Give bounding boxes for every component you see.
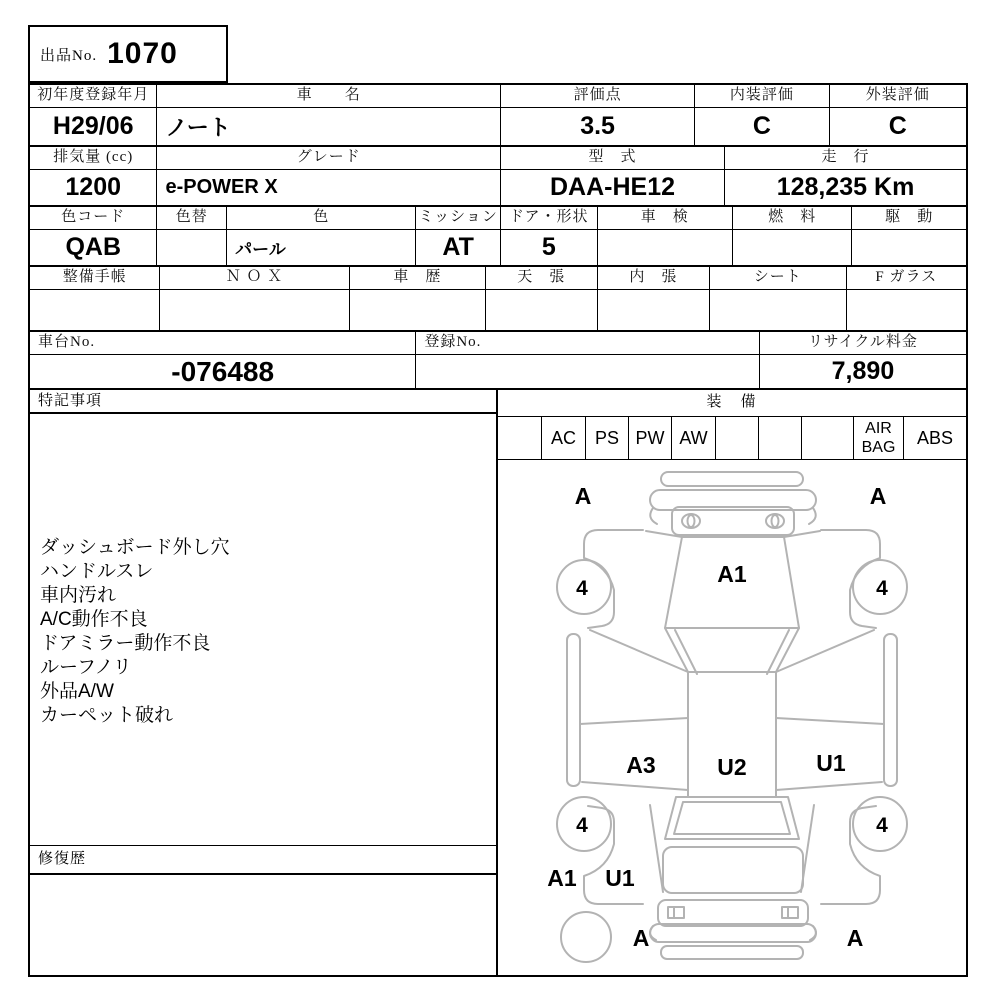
equipment-cell xyxy=(758,417,801,459)
field-label: リサイクル料金 xyxy=(760,332,966,355)
field-value xyxy=(852,230,966,265)
car-diagram xyxy=(498,460,966,975)
field-interior-grade xyxy=(694,85,828,145)
field-value: 3.5 xyxy=(580,112,615,140)
field-label: 駆 動 xyxy=(852,207,966,230)
listing-number-box xyxy=(28,25,228,83)
headlight-right-icon xyxy=(766,514,784,528)
equipment-header: 装 備 xyxy=(498,390,966,417)
field-value: C xyxy=(888,112,907,140)
field-value: DAA-HE12 xyxy=(549,173,676,201)
damage-label-front-right: A xyxy=(869,483,887,509)
damage-label-rear-bumper-right: A xyxy=(846,925,864,951)
field-value: e-POWER X xyxy=(165,176,278,198)
rear-fender-right xyxy=(821,806,880,904)
tail-light-right-icon xyxy=(782,907,798,918)
field-model-code xyxy=(500,147,724,205)
repair-history-header: 修復歴 xyxy=(30,845,496,875)
field-value xyxy=(486,290,597,330)
damage-label-front-left: A xyxy=(574,483,592,509)
field-label: 走 行 xyxy=(725,147,966,170)
field-color-change xyxy=(156,207,226,265)
field-color-code xyxy=(30,207,156,265)
field-seat xyxy=(709,267,845,330)
headlight-panel xyxy=(672,507,794,535)
field-exterior-grade xyxy=(829,85,966,145)
damage-label-rear-a1: A1 xyxy=(547,865,577,891)
rear-roof-window xyxy=(665,797,799,839)
note-item: 車内汚れ xyxy=(40,585,117,606)
listing-number: 1070 xyxy=(107,37,178,70)
field-value xyxy=(847,290,966,330)
field-chassis-no xyxy=(30,332,415,388)
field-label: 色替 xyxy=(157,207,226,230)
repair-history-value xyxy=(30,875,496,975)
field-label: 外装評価 xyxy=(830,85,966,108)
headlight-left-icon xyxy=(682,514,700,528)
field-registration-no xyxy=(415,332,759,388)
field-value xyxy=(160,290,348,330)
field-nox xyxy=(159,267,348,330)
field-grade xyxy=(156,147,500,205)
field-recycle-fee xyxy=(759,332,966,388)
field-value: パール xyxy=(235,240,286,259)
equipment-cell-ac: AC xyxy=(541,417,585,459)
door-crease-left-low xyxy=(582,782,688,790)
note-item: A/C動作不良 xyxy=(40,609,148,630)
table-row xyxy=(30,85,966,147)
field-car-name xyxy=(156,85,500,145)
tail-light-bar xyxy=(658,900,808,926)
field-label: ドア・形状 xyxy=(501,207,597,230)
rear-roof-window-inner xyxy=(674,802,790,834)
equipment-cell-pw: PW xyxy=(628,417,671,459)
field-doors xyxy=(500,207,597,265)
tail-light-left-icon xyxy=(668,907,684,918)
door-crease-right xyxy=(776,718,884,724)
field-label: 内 張 xyxy=(598,267,710,290)
damage-label-door-right: U1 xyxy=(816,750,846,776)
field-value: H29/06 xyxy=(52,112,134,140)
field-value xyxy=(30,290,159,330)
field-label: グレード xyxy=(157,147,500,170)
field-label: 登録No. xyxy=(416,332,759,355)
field-score xyxy=(500,85,694,145)
field-label: 型 式 xyxy=(501,147,724,170)
damage-label-floor: U2 xyxy=(717,754,747,780)
field-value: 1200 xyxy=(65,173,122,201)
field-mileage xyxy=(724,147,966,205)
field-label: 車 名 xyxy=(157,85,500,108)
field-label: 車台No. xyxy=(30,332,415,355)
notes-list xyxy=(30,414,496,845)
field-label: 評価点 xyxy=(501,85,694,108)
damage-label-wheel-rl: 4 xyxy=(576,814,588,837)
front-top-strip xyxy=(661,472,803,486)
c-pillar-left xyxy=(650,805,663,892)
damage-label-wheel-rr: 4 xyxy=(876,814,888,837)
field-first-registration xyxy=(30,85,156,145)
field-car-history xyxy=(349,267,485,330)
damage-label-hood: A1 xyxy=(717,561,747,587)
listing-number-label: 出品No. xyxy=(40,47,98,64)
table-row xyxy=(30,267,966,332)
table-row xyxy=(30,147,966,207)
table-row xyxy=(30,390,966,975)
damage-label-door-left: A3 xyxy=(626,752,656,778)
field-label: Ｎ Ｏ Ｘ xyxy=(160,267,348,290)
field-value xyxy=(350,290,485,330)
note-item: カーペット破れ xyxy=(40,705,174,726)
note-item: ハンドルスレ xyxy=(40,561,154,582)
damage-label-rear-u1: U1 xyxy=(605,865,635,891)
field-label: 初年度登録年月 xyxy=(30,85,156,108)
field-value xyxy=(157,230,226,265)
field-value xyxy=(733,230,851,265)
field-value: C xyxy=(752,112,771,140)
door-crease-right-low xyxy=(776,782,882,790)
field-label: ミッション xyxy=(416,207,500,230)
field-value: 128,235 Km xyxy=(776,173,915,201)
field-drive xyxy=(851,207,966,265)
headlight-left-lens xyxy=(688,515,695,527)
field-headliner xyxy=(485,267,597,330)
equipment-cell xyxy=(715,417,758,459)
rear-hatch-window xyxy=(663,847,803,893)
damage-label-wheel-fl: 4 xyxy=(576,577,588,600)
note-item: ルーフノリ xyxy=(40,657,132,678)
notes-panel xyxy=(30,390,498,975)
damage-label-wheel-fr: 4 xyxy=(876,577,888,600)
door-line-front-left xyxy=(590,630,688,672)
field-label: 色 xyxy=(227,207,415,230)
field-value xyxy=(416,355,759,388)
field-value: QAB xyxy=(65,233,121,261)
field-front-glass xyxy=(846,267,966,330)
field-value xyxy=(598,230,732,265)
field-value xyxy=(710,290,845,330)
equipment-cell-ps: PS xyxy=(585,417,628,459)
field-label: 内装評価 xyxy=(695,85,828,108)
field-transmission xyxy=(415,207,500,265)
note-item: ドアミラー動作不良 xyxy=(40,633,211,654)
side-molding-right xyxy=(884,634,897,786)
field-label: 排気量 (cc) xyxy=(30,147,156,170)
field-service-book xyxy=(30,267,159,330)
field-displacement xyxy=(30,147,156,205)
door-line-front-right xyxy=(776,630,874,672)
equipment-cell-airbag: AIR BAG xyxy=(853,417,903,459)
spare-tire xyxy=(561,912,611,962)
door-crease-left xyxy=(580,718,688,724)
field-label: シート xyxy=(710,267,845,290)
field-value: 5 xyxy=(541,233,556,261)
front-bumper-curl-left xyxy=(650,508,657,524)
field-value: ノート xyxy=(165,115,231,140)
field-color xyxy=(226,207,415,265)
equipment-row xyxy=(498,417,966,460)
field-label: 整備手帳 xyxy=(30,267,159,290)
damage-diagram-area xyxy=(498,460,966,975)
field-label: F ガラス xyxy=(847,267,966,290)
field-value: 7,890 xyxy=(831,357,895,385)
equipment-cell-abs: ABS xyxy=(903,417,966,459)
side-molding-left xyxy=(567,634,580,786)
table-row xyxy=(30,332,966,390)
field-value: AT xyxy=(442,233,474,261)
note-item: ダッシュボード外し穴 xyxy=(40,537,230,558)
equipment-cell-aw: AW xyxy=(671,417,715,459)
field-value: -076488 xyxy=(171,355,275,387)
field-inspection xyxy=(597,207,732,265)
spec-table xyxy=(28,83,968,977)
field-label: 色コード xyxy=(30,207,156,230)
field-label: 天 張 xyxy=(486,267,597,290)
table-row xyxy=(30,207,966,267)
field-label: 燃 料 xyxy=(733,207,851,230)
headlight-right-lens xyxy=(772,515,779,527)
field-value xyxy=(598,290,710,330)
damage-label-rear-bumper-left: A xyxy=(632,925,650,951)
equipment-cell xyxy=(498,417,541,459)
front-bumper-curl-right xyxy=(809,508,816,524)
notes-header: 特記事項 xyxy=(30,390,496,414)
field-label: 車 検 xyxy=(598,207,732,230)
note-item: 外品A/W xyxy=(40,681,114,702)
equipment-cell xyxy=(801,417,853,459)
field-fuel xyxy=(732,207,851,265)
rear-bottom-strip xyxy=(661,946,803,959)
field-label: 車 歴 xyxy=(350,267,485,290)
equipment-panel xyxy=(498,390,966,975)
field-door-lining xyxy=(597,267,710,330)
